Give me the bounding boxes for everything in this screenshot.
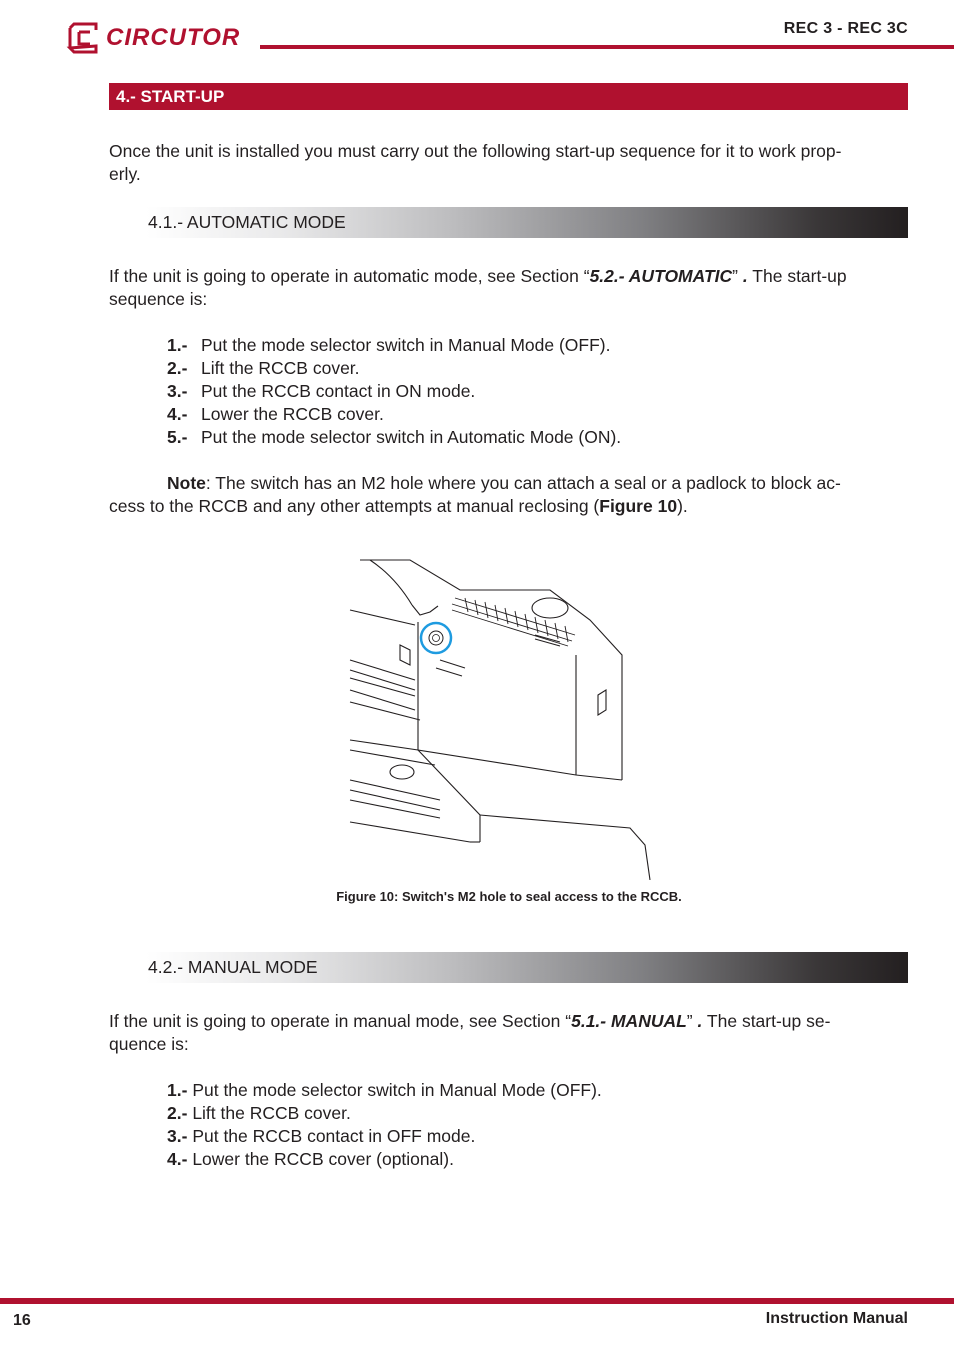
step-number: 1.- — [167, 1080, 188, 1100]
manual-dot: . — [697, 1011, 703, 1031]
step-text: Put the RCCB contact in ON mode. — [201, 381, 476, 401]
automatic-quote-close: ” — [732, 266, 743, 286]
manual-intro-text: If the unit is going to operate in manual mode, see Section “ — [109, 1011, 572, 1031]
switch-figure — [340, 550, 660, 880]
figure-reference: Figure 10 — [599, 496, 678, 516]
note-line-1 — [109, 472, 909, 495]
manual-intro-line-1 — [109, 1010, 909, 1033]
step-text: Put the mode selector switch in Manual Mode (OFF). — [192, 1080, 602, 1100]
manual-step — [167, 1125, 602, 1148]
subsection-automatic-bar — [146, 207, 908, 238]
step-text: Put the mode selector switch in Manual Mode (OFF). — [201, 335, 611, 355]
intro-line-2: erly. — [109, 164, 141, 184]
step-number: 2.- — [167, 1103, 188, 1123]
subsection-manual-title: 4.2.- MANUAL MODE — [148, 957, 318, 977]
section-title-bar — [109, 83, 908, 110]
automatic-intro-line-1 — [109, 265, 909, 288]
manual-intro-line-2: quence is: — [109, 1034, 189, 1054]
automatic-section-ref: 5.2.- AUTOMATIC — [589, 266, 733, 286]
automatic-step — [167, 426, 621, 449]
step-text: Lower the RCCB cover (optional). — [192, 1149, 454, 1169]
note-line-2 — [109, 495, 909, 518]
step-number: 2.- — [167, 358, 188, 378]
section-title: 4.- START-UP — [116, 87, 225, 106]
step-text: Lift the RCCB cover. — [192, 1103, 351, 1123]
page-number: 16 — [13, 1312, 31, 1329]
step-number: 5.- — [167, 427, 188, 447]
header-rule — [260, 45, 954, 49]
automatic-intro — [109, 265, 909, 311]
step-number: 1.- — [167, 335, 188, 355]
step-text: Lift the RCCB cover. — [201, 358, 360, 378]
step-number: 4.- — [167, 1149, 188, 1169]
step-text: Lower the RCCB cover. — [201, 404, 384, 424]
step-text: Put the RCCB contact in OFF mode. — [192, 1126, 476, 1146]
manual-intro-tail: The start-up se- — [702, 1011, 831, 1031]
automatic-steps — [167, 334, 621, 449]
brand-wordmark: CIRCUTOR — [106, 24, 241, 51]
automatic-step — [167, 380, 621, 403]
manual-quote-close: ” — [686, 1011, 698, 1031]
manual-step — [167, 1148, 602, 1171]
manual-intro — [109, 1010, 909, 1056]
subsection-automatic-title: 4.1.- AUTOMATIC MODE — [148, 212, 346, 232]
note-text-2: cess to the RCCB and any other attempts at manual reclosing ( — [109, 496, 600, 516]
automatic-dot: . — [742, 266, 748, 286]
footer-rule — [0, 1298, 954, 1304]
subsection-manual-bar — [146, 952, 908, 983]
automatic-intro-tail: The start-up — [747, 266, 847, 286]
automatic-intro-text: If the unit is going to operate in automatic mode, see Section “ — [109, 266, 590, 286]
manual-step — [167, 1079, 602, 1102]
step-number: 3.- — [167, 1126, 188, 1146]
automatic-intro-line-2: sequence is: — [109, 289, 208, 309]
figure-caption: Figure 10: Switch's M2 hole to seal access to the RCCB. — [336, 889, 682, 904]
note-paragraph — [109, 472, 909, 518]
automatic-step — [167, 334, 621, 357]
automatic-step — [167, 403, 621, 426]
manual-section-ref: 5.1.- MANUAL — [571, 1011, 687, 1031]
doc-title: REC 3 - REC 3C — [783, 20, 908, 37]
footer-title: Instruction Manual — [765, 1310, 908, 1327]
note-text-end: ). — [677, 496, 688, 516]
step-number: 4.- — [167, 404, 188, 424]
step-number: 3.- — [167, 381, 188, 401]
intro-line-1: Once the unit is installed you must carry out the following start-up sequence for it to work prop- — [109, 141, 842, 161]
manual-steps — [167, 1079, 602, 1171]
highlight-circle — [421, 623, 451, 653]
note-text: : The switch has an M2 hole where you can attach a seal or a padlock to block ac- — [205, 473, 841, 493]
manual-step — [167, 1102, 602, 1125]
automatic-step — [167, 357, 621, 380]
intro-paragraph — [109, 140, 909, 186]
note-label: Note — [167, 473, 206, 493]
step-text: Put the mode selector switch in Automatic Mode (ON). — [201, 427, 622, 447]
